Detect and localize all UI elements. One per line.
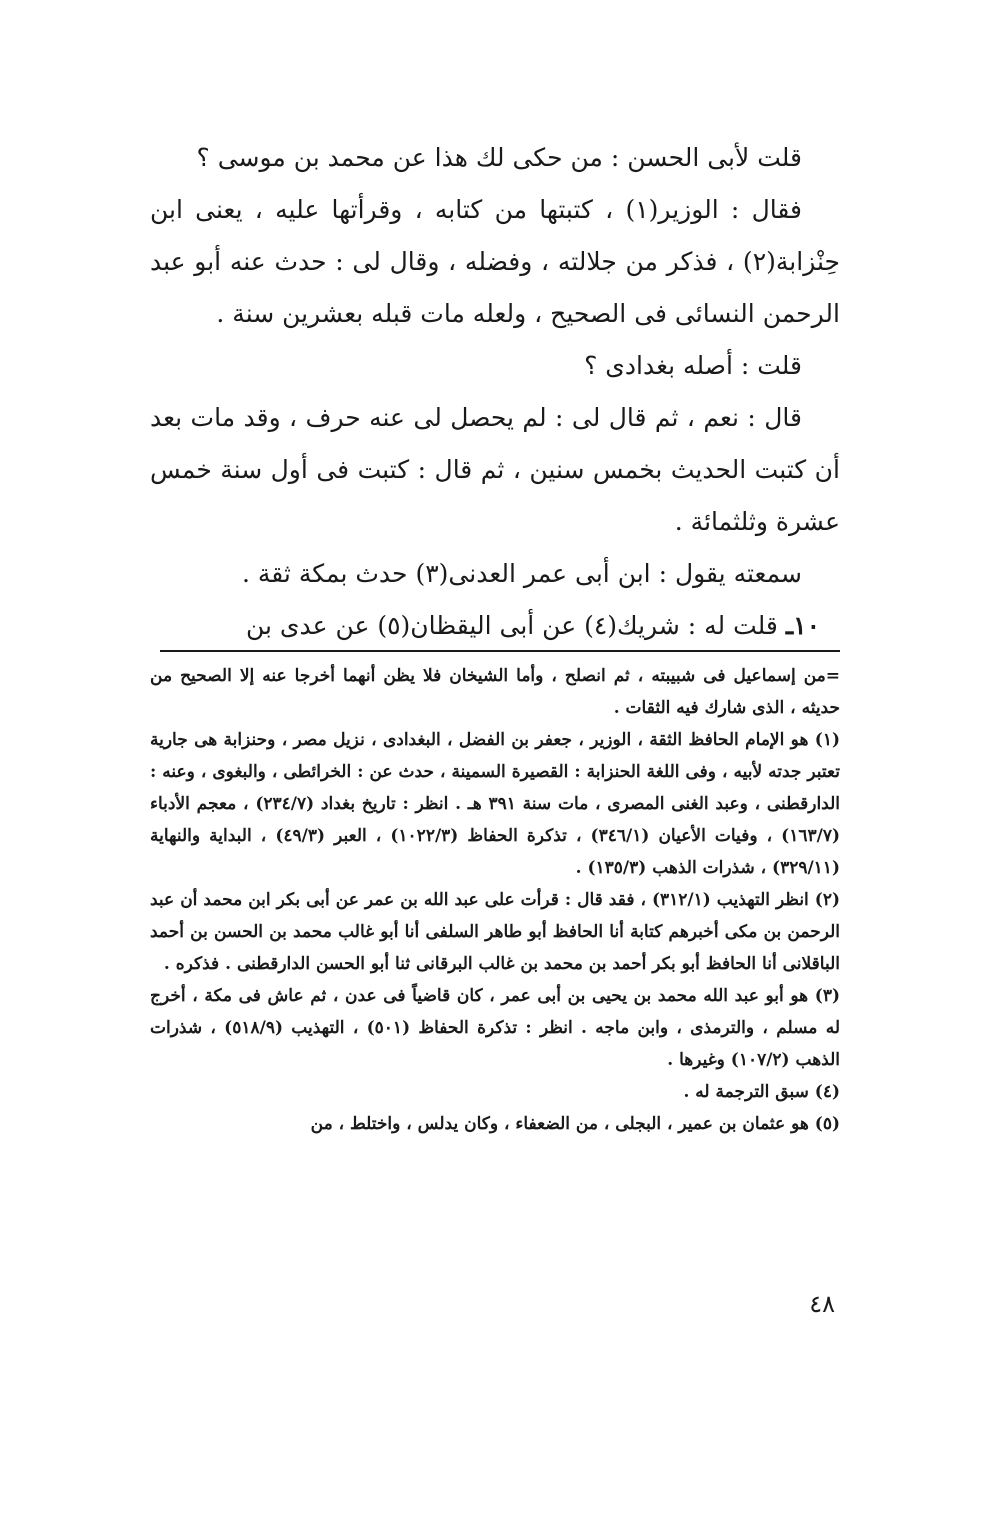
footnote-5: (٥) هو عثمان بن عمير ، البجلى ، من الضعفاء ، وكان يدلس ، واختلط ، من — [310, 1114, 840, 1134]
main-paragraph-1: قلت لأبى الحسن : من حكى لك هذا عن محمد بن موسى ؟ — [196, 143, 802, 172]
footnote-1: (١) هو الإمام الحافظ الثقة ، الوزير ، جعفر بن الفضل ، البغدادى ، نزيل مصر ، وحنزابة هى جارية تعتبر جدته لأبيه ، وفى اللغة الحنزابة : القصيرة السمينة ، حدث عن : الخرائطى ، والبغوى ، وعنه : الدارقطنى ، وعبد الغنى المصرى ، مات سنة ٣٩١ هـ . انظر : تاريخ بغداد (٢٣٤/٧) ، معجم الأدباء (١٦٣/٧) ، وفيات الأعيان (٣٤٦/١) ، تذكرة الحفاظ (١٠٢٢/٣) ، العبر (٤٩/٣) ، البداية والنهاية (٣٢٩/١١) ، شذرات الذهب (١٣٥/٣) . — [150, 730, 840, 878]
main-text — [150, 132, 840, 652]
footnote-2: (٢) انظر التهذيب (٣١٢/١) ، فقد قال : قرأت على عبد الله بن عمر عن أبى بكر ابن محمد أن عبد الرحمن بن مكى أخبرهم كتابة أنا الحافظ أبو طاهر السلفى أنا أبو غالب محمد بن الحسن بن أحمد الباقلانى أنا الحافظ أبو بكر أحمد بن محمد بن غالب البرقانى ثنا أبو الحسن الدارقطنى . فذكره . — [150, 890, 841, 974]
entry-number: ١٠ـ — [785, 611, 820, 640]
main-paragraph-3: قلت : أصله بغدادى ؟ — [584, 351, 802, 380]
main-paragraph-2: فقال : الوزير(١) ، كتبتها من كتابه ، وقرأتها عليه ، يعنى ابن حِنْزابة(٢) ، فذكر من جلالته ، وفضله ، وقال لى : حدث عنه أبو عبد الرحمن النسائى فى الصحيح ، ولعله مات قبله بعشرين سنة . — [150, 195, 840, 328]
footnote-separator — [160, 650, 840, 652]
main-paragraph-4: قال : نعم ، ثم قال لى : لم يحصل لى عنه حرف ، وقد مات بعد أن كتبت الحديث بخمس سنين ، ثم قال : كتبت فى أول سنة خمس عشرة وثلثمائة . — [150, 403, 840, 536]
main-paragraph-5: سمعته يقول : ابن أبى عمر العدنى(٣) حدث بمكة ثقة . — [241, 559, 802, 588]
entry-paragraph — [150, 600, 840, 652]
footnote-3: (٣) هو أبو عبد الله محمد بن يحيى بن أبى عمر ، كان قاضياً فى عدن ، ثم عاش فى مكة ، أخرج له مسلم ، والترمذى ، وابن ماجه . انظر : تذكرة الحفاظ (٥٠١) ، التهذيب (٥١٨/٩) ، شذرات الذهب (١٠٧/٢) وغيرها . — [150, 986, 840, 1070]
page-number: ٤٨ — [809, 1290, 835, 1318]
footnotes — [150, 660, 840, 1140]
footnote-continuation: =من إسماعيل فى شبيبته ، ثم انصلح ، وأما الشيخان فلا يظن أنهما أخرجا عنه إلا الصحيح من حديثه ، الذى شارك فيه الثقات . — [150, 666, 840, 718]
entry-text: قلت له : شريك(٤) عن أبى اليقظان(٥) عن عدى بن — [245, 611, 778, 640]
footnote-4: (٤) سبق الترجمة له . — [683, 1082, 840, 1102]
